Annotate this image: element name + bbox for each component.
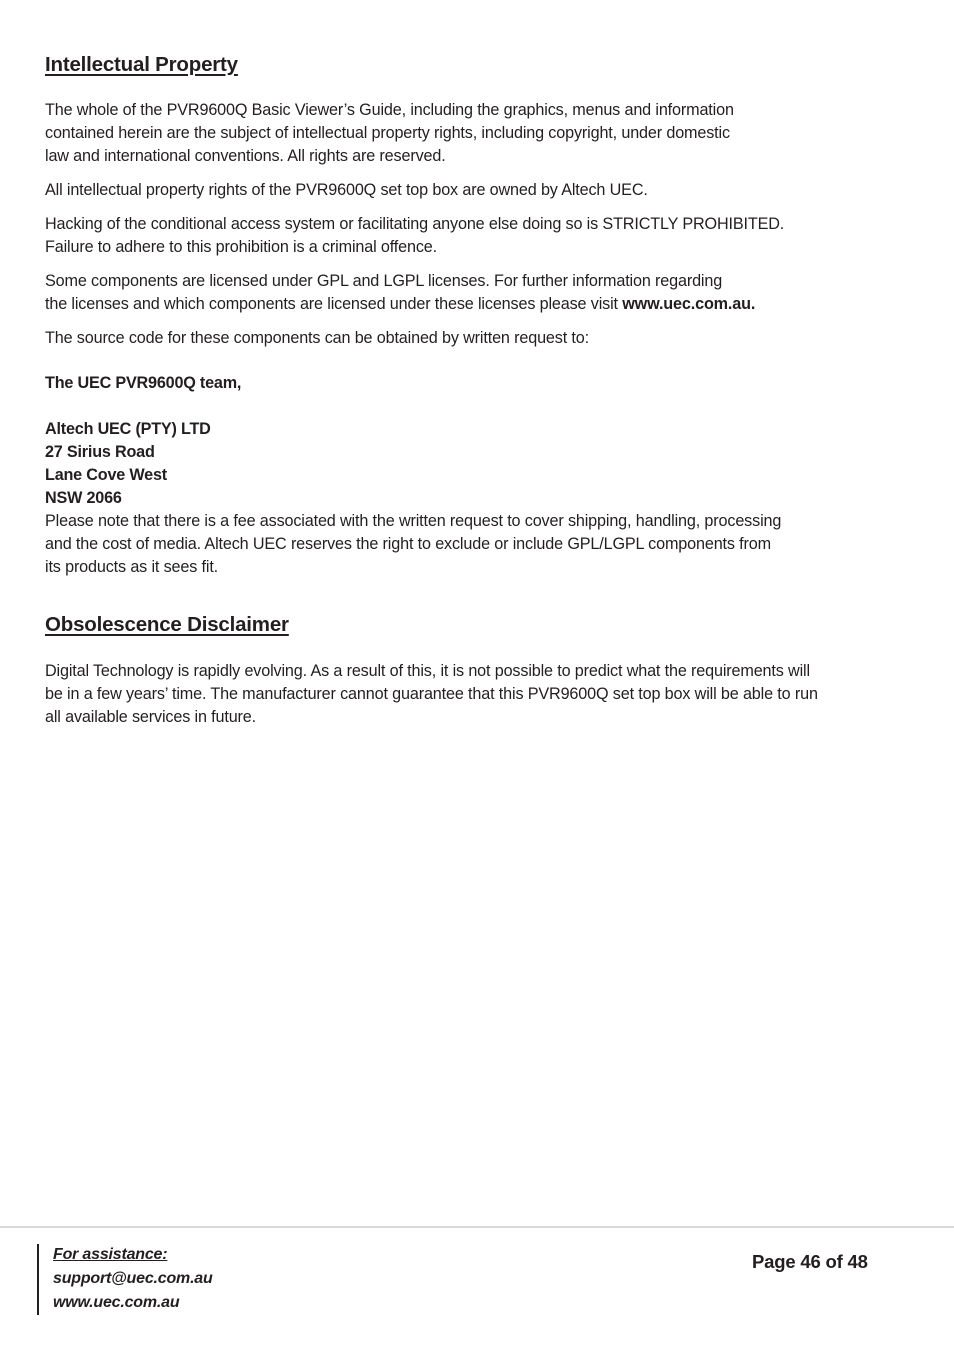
address-line: NSW 2066: [45, 489, 122, 507]
support-email-link[interactable]: support@uec.com.au: [53, 1270, 213, 1287]
ip-paragraph-ownership: [45, 179, 905, 202]
page-number: Page 46 of 48: [752, 1251, 868, 1272]
obsolescence-section: [45, 610, 905, 729]
footer-assistance: [53, 1243, 213, 1315]
footer-divider: [0, 1226, 954, 1228]
ip-paragraph-rights-line: The whole of the PVR9600Q Basic Viewer’s Guide, including the graphics, menus and information: [45, 101, 734, 119]
obsolescence-paragraph-line: Digital Technology is rapidly evolving. As a result of this, it is not possible to predict what the requirements will: [45, 662, 810, 680]
obsolescence-paragraph-line: all available services in future.: [45, 708, 256, 726]
ip-paragraph-hacking-line: Hacking of the conditional access system or facilitating anyone else doing so is STRICTLY PROHIBITED.: [45, 215, 785, 233]
obsolescence-heading: Obsolescence Disclaimer: [45, 613, 289, 636]
address-line: Lane Cove West: [45, 466, 167, 484]
ip-paragraph-licenses: [45, 270, 905, 316]
ip-paragraph-fee-line: Please note that there is a fee associated with the written request to cover shipping, handling, processing: [45, 512, 782, 530]
ip-paragraph-hacking-line: Failure to adhere to this prohibition is a criminal offence.: [45, 238, 438, 256]
ip-paragraph-licenses-line: [45, 293, 905, 316]
support-website-link[interactable]: www.uec.com.au: [53, 1294, 180, 1311]
address-line: Altech UEC (PTY) LTD: [45, 420, 211, 438]
ip-paragraph-source-code: [45, 327, 905, 350]
assistance-label: For assistance:: [53, 1246, 168, 1263]
document-body: [45, 50, 905, 740]
ip-paragraph-source-code-line: The source code for these components can be obtained by written request to:: [45, 329, 589, 347]
website-link[interactable]: www.uec.com.au.: [622, 295, 756, 313]
ip-paragraph-fee-line: and the cost of media. Altech UEC reserves the right to exclude or include GPL/LGPL components from: [45, 535, 771, 553]
ip-paragraph-hacking: [45, 213, 905, 259]
ip-paragraph-licenses-line: Some components are licensed under GPL and LGPL licenses. For further information regarding: [45, 272, 723, 290]
intellectual-property-heading: Intellectual Property: [45, 53, 238, 76]
ip-paragraph-fee-line: its products as it sees fit.: [45, 558, 219, 576]
ip-paragraph-ownership-line: All intellectual property rights of the PVR9600Q set top box are owned by Altech UEC.: [45, 181, 648, 199]
ip-paragraph-fee: [45, 510, 905, 579]
obsolescence-paragraph-line: be in a few years’ time. The manufacturer cannot guarantee that this PVR9600Q set top box will be able to run: [45, 685, 818, 703]
address-line: 27 Sirius Road: [45, 443, 155, 461]
team-name: The UEC PVR9600Q team,: [45, 374, 242, 392]
ip-paragraph-licenses-text: the licenses and which components are licensed under these licenses please visit: [45, 295, 623, 313]
address-block: [45, 372, 905, 510]
intellectual-property-section: [45, 50, 905, 579]
ip-paragraph-rights-line: law and international conventions. All rights are reserved.: [45, 147, 446, 165]
obsolescence-paragraph: [45, 660, 905, 729]
ip-paragraph-rights: [45, 99, 905, 168]
ip-paragraph-rights-line: contained herein are the subject of intellectual property rights, including copyright, under domestic: [45, 124, 730, 142]
footer-accent-bar: [37, 1244, 39, 1315]
